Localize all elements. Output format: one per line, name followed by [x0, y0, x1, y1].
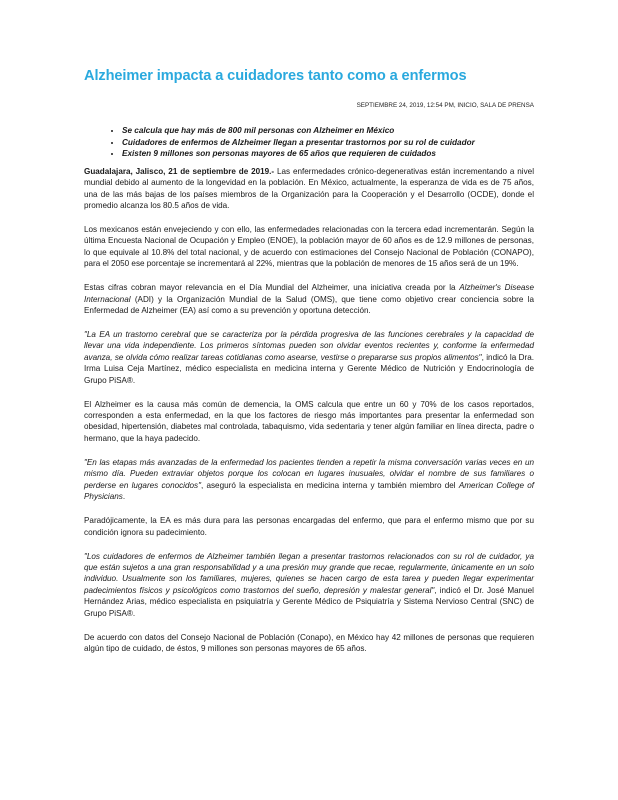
quote-text: "En las etapas más avanzadas de la enfermedad los pacientes tienden a repetir la misma conversación varias veces en un mismo día. Pueden extraviar objetos porque los colocan en lugares inusuales, olvidar el nombre de sus familiares o perderse en lugares conocidos" — [84, 457, 534, 490]
paragraph-world-day — [84, 282, 534, 316]
quote-text: "La EA un trastorno cerebral que se caracteriza por la pérdida progresiva de las funciones cerebrales y la capacidad de llevar una vida independiente. Los primeros síntomas pueden son olvidar eventos recientes y, conforme la enfermedad avanza, se olvida cómo realizar tareas cotidianas como asearse, vestirse o prepararse sus propios alimentos" — [84, 330, 534, 362]
paragraph-quote-ceja — [84, 329, 534, 386]
highlight-item: • Se calcula que hay más de 800 mil personas con Alzheimer en México — [122, 125, 534, 137]
dateline: SEPTIEMBRE 24, 2019, 12:54 PM, INICIO, SALA DE PRENSA — [356, 102, 534, 109]
paragraph-conapo: De acuerdo con datos del Consejo Nacional de Población (Conapo), en México hay 42 millones de personas que requieren algún tipo de cuidado, de éstos, 9 millones son personas mayores de 65 años. — [84, 632, 534, 653]
paragraph-quote-advanced — [84, 457, 534, 503]
highlight-item: • Cuidadores de enfermos de Alzheimer llegan a presentar trastornos por su rol de cuidador — [122, 137, 534, 149]
punctuation: . — [122, 492, 126, 502]
paragraph-population: Los mexicanos están envejeciendo y con ello, las enfermedades relacionadas con la tercera edad incrementarán. Según la última Encuesta Nacional de Ocupación y Empleo (ENOE), la población mayor de 60 años es de 12.9 millones de personas, lo que equivale al 10.8% del total nacional, y de acuerdo con estimaciones del Consejo Nacional de Población (CONAPO), para el 2050 ese porcentaje se incrementará al 22%, mientras que la población de menores de 15 años será de un 19%. — [84, 225, 534, 269]
quote-attribution: , indicó la Dra. Irma Luisa Ceja Martínez, médico especialista en medicina interna y Gerente Médico de Nutrición y Endocrinología de Grupo PiSA®. — [84, 352, 534, 385]
dateline-lead: Guadalajara, Jalisco, 21 de septiembre de 2019.- — [84, 166, 275, 176]
paragraph-dementia: El Alzheimer es la causa más común de demencia, la OMS calcula que entre un 60 y 70% de los casos reportados, corresponden a esta enfermedad, en la que los factores de riesgo más importantes para presentar la enfermedad son obesidad, hipertensión, diabetes mal controlada, tabaquismo, vida sedentaria y tener algún familiar en línea directa, padre o hermano, que la haya padecido. — [84, 399, 534, 443]
paragraph-text: Las enfermedades crónico-degenerativas están incrementando a nivel mundial debido al aumento de la longevidad en la población. En México, actualmente, la esperanza de vida es de 75 años, una de las más bajas de los países miembros de la Organización para la Cooperación y el Desarrollo (OCDE), donde el promedio alcanza los 80.5 años de vida. — [84, 166, 534, 210]
quote-text: "Los cuidadores de enfermos de Alzheimer también llegan a presentar trastornos relacionados con su rol de cuidador, ya que están sujetos a una gran responsabilidad y a una presión muy grande que recae, regularmente, únicamente en un solo individuo. Usualmente son los familiares, mujeres, quienes se hacen cargo de esta tarea y pueden llegar experimentar padecimientos físicos y psicológicos como trastornos del sueño, depresión y malestar general" — [84, 551, 534, 595]
highlight-item: • Existen 9 millones son personas mayores de 65 años que requieren de cuidados — [122, 148, 534, 160]
paragraph-text: (ADI) y la Organización Mundial de la Salud (OMS), que tiene como objetivo crear conciencia sobre la Enfermedad de Alzheimer (EA) así como a su prevención y oportuna detección. — [84, 294, 534, 316]
article-title: Alzheimer impacta a cuidadores tanto como a enfermos — [84, 68, 467, 84]
organization-name: American College of Physicians — [84, 480, 534, 502]
paragraph-intro — [84, 166, 534, 212]
paragraph-quote-hernandez — [84, 551, 534, 619]
paragraph-paradox: Paradójicamente, la EA es más dura para las personas encargadas del enfermo, que para el enfermo mismo que por su condición ignora su padecimiento. — [84, 516, 534, 537]
highlights-list — [84, 125, 534, 160]
quote-attribution: , indicó el Dr. José Manuel Hernández Arias, médico especialista en psiquiatría y Gerente Médico de Psiquiatría y Sistema Nervioso Central (SNC) de Grupo PiSA®. — [84, 585, 534, 618]
paragraph-text: Estas cifras cobran mayor relevancia en el Día Mundial del Alzheimer, una iniciativa creada por la — [84, 283, 460, 293]
organization-name: Alzheimer's Disease Internacional — [84, 283, 534, 304]
quote-attribution: , aseguró la especialista en medicina interna y también miembro del — [200, 480, 459, 490]
